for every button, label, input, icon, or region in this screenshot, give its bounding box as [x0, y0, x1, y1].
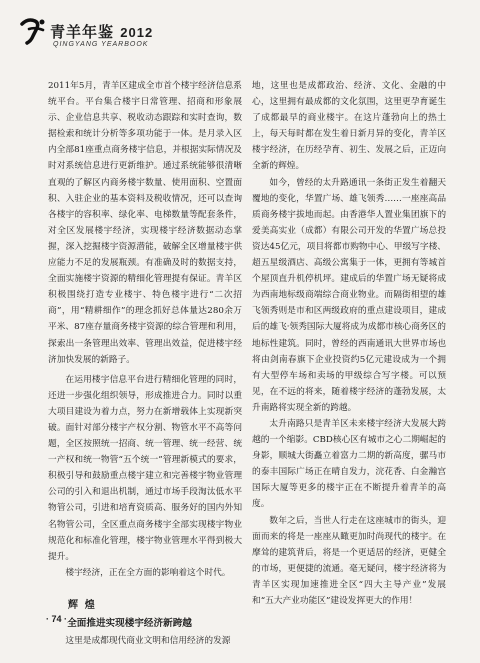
paragraph: 如今，曾经的太升路通讯一条街正发生着翻天覆地的变化，华置广场、雄飞领秀……一座座高品质商务楼宇拔地而起。由香港华人置业集团旗下的爱美高实业（成都）有限公司开发的华置广场总投资达45亿元，项目将都市购物中心、甲级写字楼、超五星级酒店、高级公寓集于一体，更拥有等城首个屋顶直升机停机坪。建成后的华置广场无疑将成为西南地标级商端综合商业物业。而隔街相望的雄飞领秀则是市和区两级政府的重点建设项目，建成后的雄飞·领秀国际大厦将成为成都市核心商务区的地标性建筑。同时，曾经的西南通讯大世界市场也将由剑南春旗下企业投资约5亿元建设成为一个拥有大型停车场和卖场的甲级综合写字楼。可以预见，在不远的将来，随着楼宇经济的蓬勃发展，太升南路将实现全新的跨越。 [252, 177, 446, 413]
yearbook-header [18, 16, 218, 60]
ink-brush-logo-icon [18, 16, 48, 46]
yearbook-title-text: 青羊年鉴 [50, 23, 115, 41]
left-column [48, 78, 242, 649]
paragraph: 在运用楼宇信息平台进行精细化管理的同时，还进一步强化组织领导，形成推进合力。同时以重大项目建设为着力点，努力在新增载体上实现新突破。面针对部分楼宇产权分割、物管水平不高等问题，全区按照统一招商、统一管理、统一经营、统一产权和统一物管“五个统一”管理新模式的要求，积极引导和鼓励重点楼宇建立和完善楼宇物业管理公司的引入和退出机制，通过市场手段淘汰低水平物管公司，引进和培育资质高、服务好的国内外知名物管公司，全区重点商务楼宇全部实现楼宇物业规范化和标准化管理，楼宇物业管理水平得到极大提升。 [48, 374, 242, 562]
yearbook-title [50, 21, 153, 42]
yearbook-subtitle: QINGYANG YEARBOOK [53, 41, 149, 48]
paragraph: 地，这里也是成都政治、经济、文化、金融的中心，这里拥有最成都的文化氛围，这里更孕育诞生了成都最早的商业楼宇。在这片蓬勃向上的热土上，每天每时都在发生着日新月异的变化，青羊区楼宇经济，在历经孕育、初生、发展之后，正迈向全新的辉煌。 [252, 81, 446, 172]
right-column [252, 78, 446, 609]
section-title: 全面推进实现楼宇经济新跨越 [67, 617, 192, 629]
author-name: 辉 煌 [68, 599, 97, 611]
paragraph: 这里是成都现代商业文明和信用经济的发源 [65, 635, 231, 646]
page-number: · 74 · [46, 614, 68, 624]
yearbook-year: 2012 [120, 25, 154, 40]
paragraph: 数年之后，当世人行走在这座城市的街头，迎面而来的将是一座座从瞰更加时尚现代的楼宇。在摩耸的建筑背后，将是一个更适居的经济，更健全的市场，更便捷的流通。毫无疑问，楼宇经济将为青羊区实现加速推进全区“四大主导产业”发展和“五大产业功能区”建设发挥更大的作用！ [252, 515, 446, 606]
paragraph: 太升南路只是青羊区未来楼宇经济大发展大跨越的一个缩影。CBD核心区有城市之心二期崛起的身影，顺城大街矗立着富力二期的新高度，骡马市的泰丰国际广场正在晴自发力，浣花香、白金瀚宫国际大厦等更多的楼宇正在不断提升着青羊的高度。 [252, 418, 446, 510]
paragraph: 楼宇经济，正在全方面的影响着这个时代。 [65, 567, 231, 578]
paragraph: 2011年5月，青羊区建成全市首个楼宇经济信息系统平台。平台集合楼宇日常管理、招商和形象展示、企业信息共享、税收动态跟踪和实时查询，数据检索和统计分析等多项功能于一体。是月录入区内全部81座重点商务楼宇信息，并根据实际情况及时对系统信息进行更新维护。通过系统能够很清晰直观的了解区内商务楼宇数量、使用面积、空置面积、入驻企业的基本资料及税收情况，还可以查询各楼宇的容积率、绿化率、电梯数量等配套条件，对全区发展楼宇经济，实现楼宇经济数据动态掌握，深入挖掘楼宇资源潜能，破解全区增量楼宇供应能力不足的发展瓶颈。有准确及时的数据支持，全面实施楼宇资源的精细化管理提有保证。青羊区积极围绕打造专业楼宇、特色楼宇进行“二次招商”，用“精耕细作”的理念抓好总体量达280余万平米、87座存量商务楼宇资源的综合管理和利用，探索出一条管理出效率、管理出效益，促进楼宇经济加快发展的新路子。 [48, 81, 242, 365]
